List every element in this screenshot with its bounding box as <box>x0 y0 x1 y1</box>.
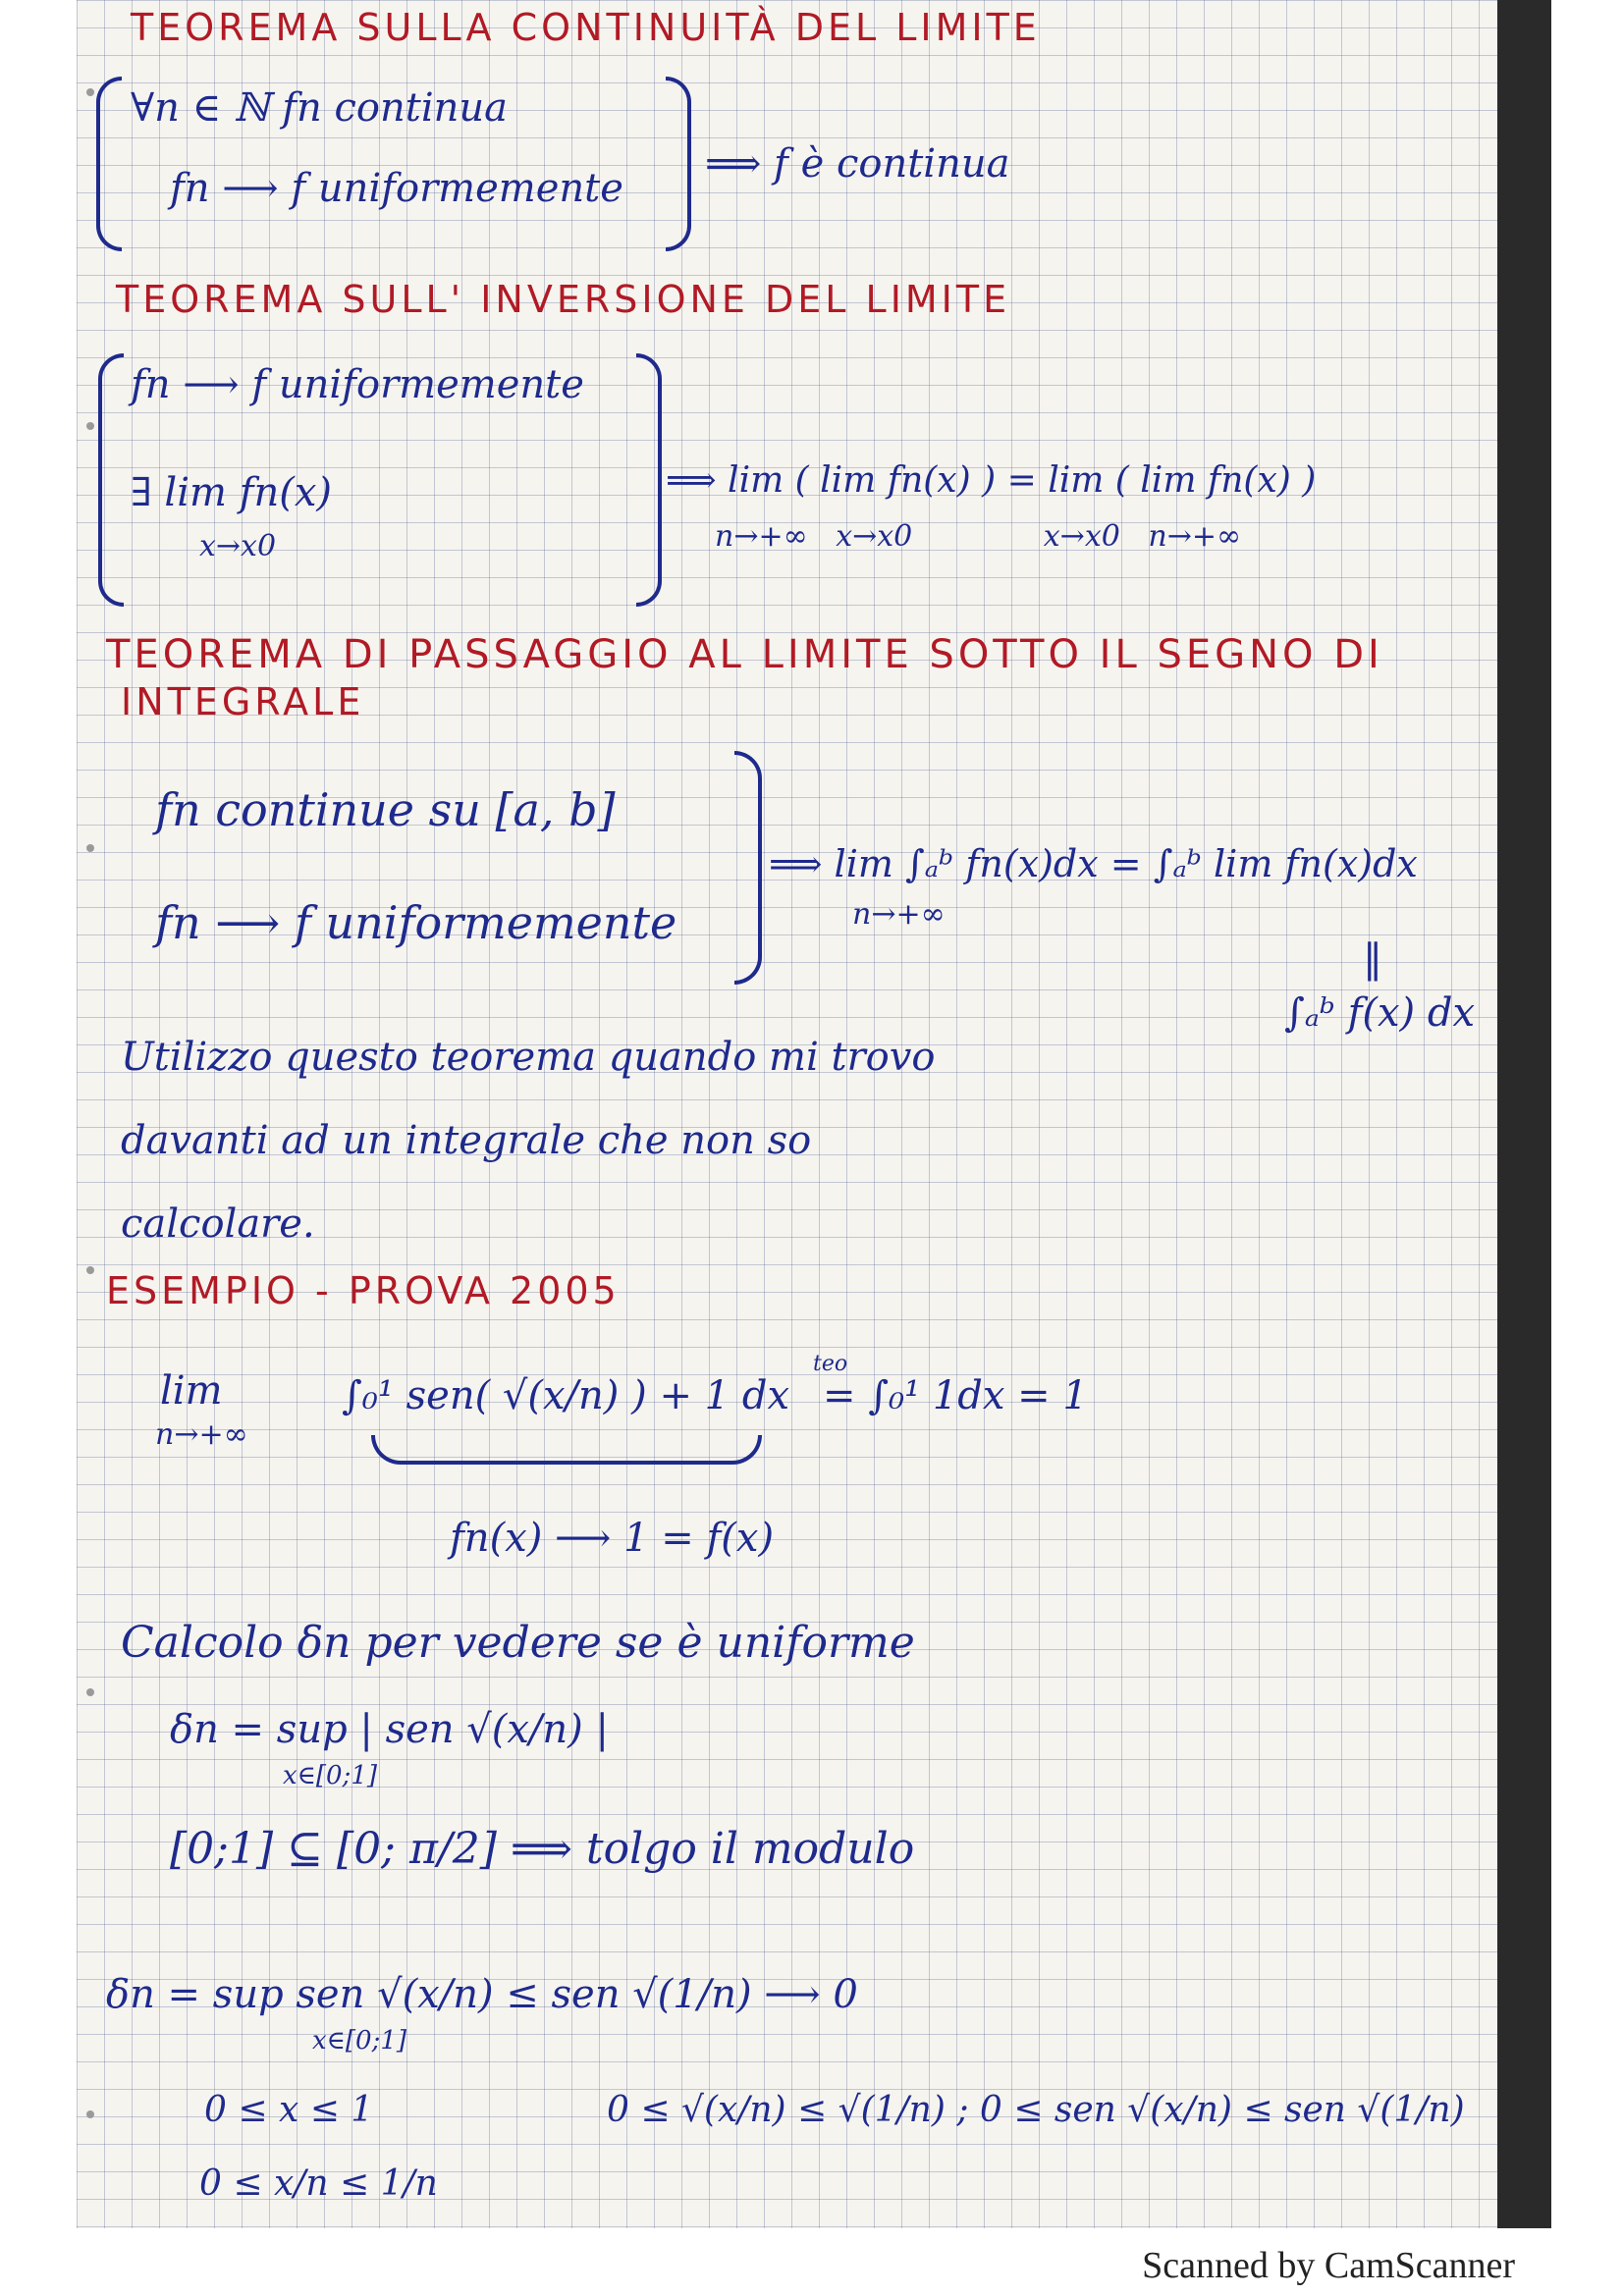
brace <box>98 353 124 607</box>
theorem-2-title: TEOREMA SULL' INVERSIONE DEL LIMITE <box>116 278 1011 321</box>
scanner-watermark: Scanned by CamScanner <box>1142 2245 1515 2286</box>
theorem-3-title-2: INTEGRALE <box>121 680 365 723</box>
binder-hole <box>86 2110 94 2118</box>
theorem-2-hypothesis-2: ∃ lim fn(x) <box>131 470 332 515</box>
page-edge <box>1497 0 1551 2228</box>
brace <box>666 77 691 251</box>
example-integral: ∫₀¹ sen( √(x/n) ) + 1 dx <box>342 1373 789 1418</box>
theorem-2-conclusion-subscript: n→+∞ x→x0 x→x0 n→+∞ <box>715 519 1242 554</box>
theorem-3-hypothesis-2: fn ⟶ f uniformemente <box>155 896 677 949</box>
calc-line-4: δn = sup sen √(x/n) ≤ sen √(1/n) ⟶ 0 <box>106 1972 858 2017</box>
brace <box>96 77 122 251</box>
binder-hole <box>86 844 94 852</box>
binder-hole <box>86 1688 94 1696</box>
calc-line-6: 0 ≤ x/n ≤ 1/n <box>199 2163 438 2204</box>
theorem-3-title: TEOREMA DI PASSAGGIO AL LIMITE SOTTO IL SEGNO DI <box>106 632 1383 677</box>
equals-sign-vertical: ‖ <box>1363 936 1382 982</box>
theorem-1-hypothesis-2: fn ⟶ f uniformemente <box>170 166 623 211</box>
binder-hole <box>86 422 94 430</box>
theorem-3-subscript: n→+∞ <box>852 897 946 932</box>
calc-line-5b: 0 ≤ √(x/n) ≤ √(1/n) ; 0 ≤ sen √(x/n) ≤ sen √(1/n) <box>607 2090 1465 2130</box>
underbrace <box>371 1435 762 1465</box>
binder-hole <box>86 88 94 96</box>
example-teo-label: teo <box>813 1352 848 1376</box>
calc-line-1: Calcolo δn per vedere se è uniforme <box>121 1618 915 1668</box>
calc-line-2: δn = sup | sen √(x/n) | <box>170 1707 609 1752</box>
calc-line-4-subscript: x∈[0;1] <box>312 2026 407 2056</box>
note-line-3: calcolare. <box>121 1201 315 1247</box>
theorem-3-result: ∫ₐᵇ f(x) dx <box>1284 990 1476 1036</box>
brace <box>734 751 762 985</box>
example-result: = ∫₀¹ 1dx = 1 <box>823 1373 1088 1418</box>
binder-hole <box>86 1266 94 1274</box>
theorem-3-hypothesis-1: fn continue su [a, b] <box>155 783 616 836</box>
theorem-1-hypothesis-1: ∀n ∈ ℕ fn continua <box>131 85 508 131</box>
theorem-2-hypothesis-1: fn ⟶ f uniformemente <box>131 362 584 407</box>
example-title: ESEMPIO - PROVA 2005 <box>106 1269 621 1312</box>
theorem-1-title: TEOREMA SULLA CONTINUITÀ DEL LIMITE <box>131 6 1041 49</box>
example-lim-subscript: n→+∞ <box>155 1417 248 1452</box>
calc-line-2-subscript: x∈[0;1] <box>283 1761 378 1790</box>
notebook-page <box>77 0 1551 2228</box>
calc-line-5a: 0 ≤ x ≤ 1 <box>204 2090 374 2130</box>
theorem-2-subscript: x→x0 <box>199 529 277 563</box>
note-line-2: davanti ad un integrale che non so <box>121 1118 812 1163</box>
note-line-1: Utilizzo questo teorema quando mi trovo <box>121 1035 936 1080</box>
brace <box>636 353 662 607</box>
example-lim: lim <box>160 1368 223 1414</box>
example-pointwise-limit: fn(x) ⟶ 1 = f(x) <box>450 1516 775 1561</box>
theorem-1-conclusion: ⟹ f è continua <box>705 141 1010 187</box>
calc-line-3: [0;1] ⊆ [0; π/2] ⟹ tolgo il modulo <box>170 1824 915 1874</box>
theorem-3-conclusion: ⟹ lim ∫ₐᵇ fn(x)dx = ∫ₐᵇ lim fn(x)dx <box>769 842 1418 885</box>
theorem-2-conclusion: ⟹ lim ( lim fn(x) ) = lim ( lim fn(x) ) <box>666 460 1317 501</box>
